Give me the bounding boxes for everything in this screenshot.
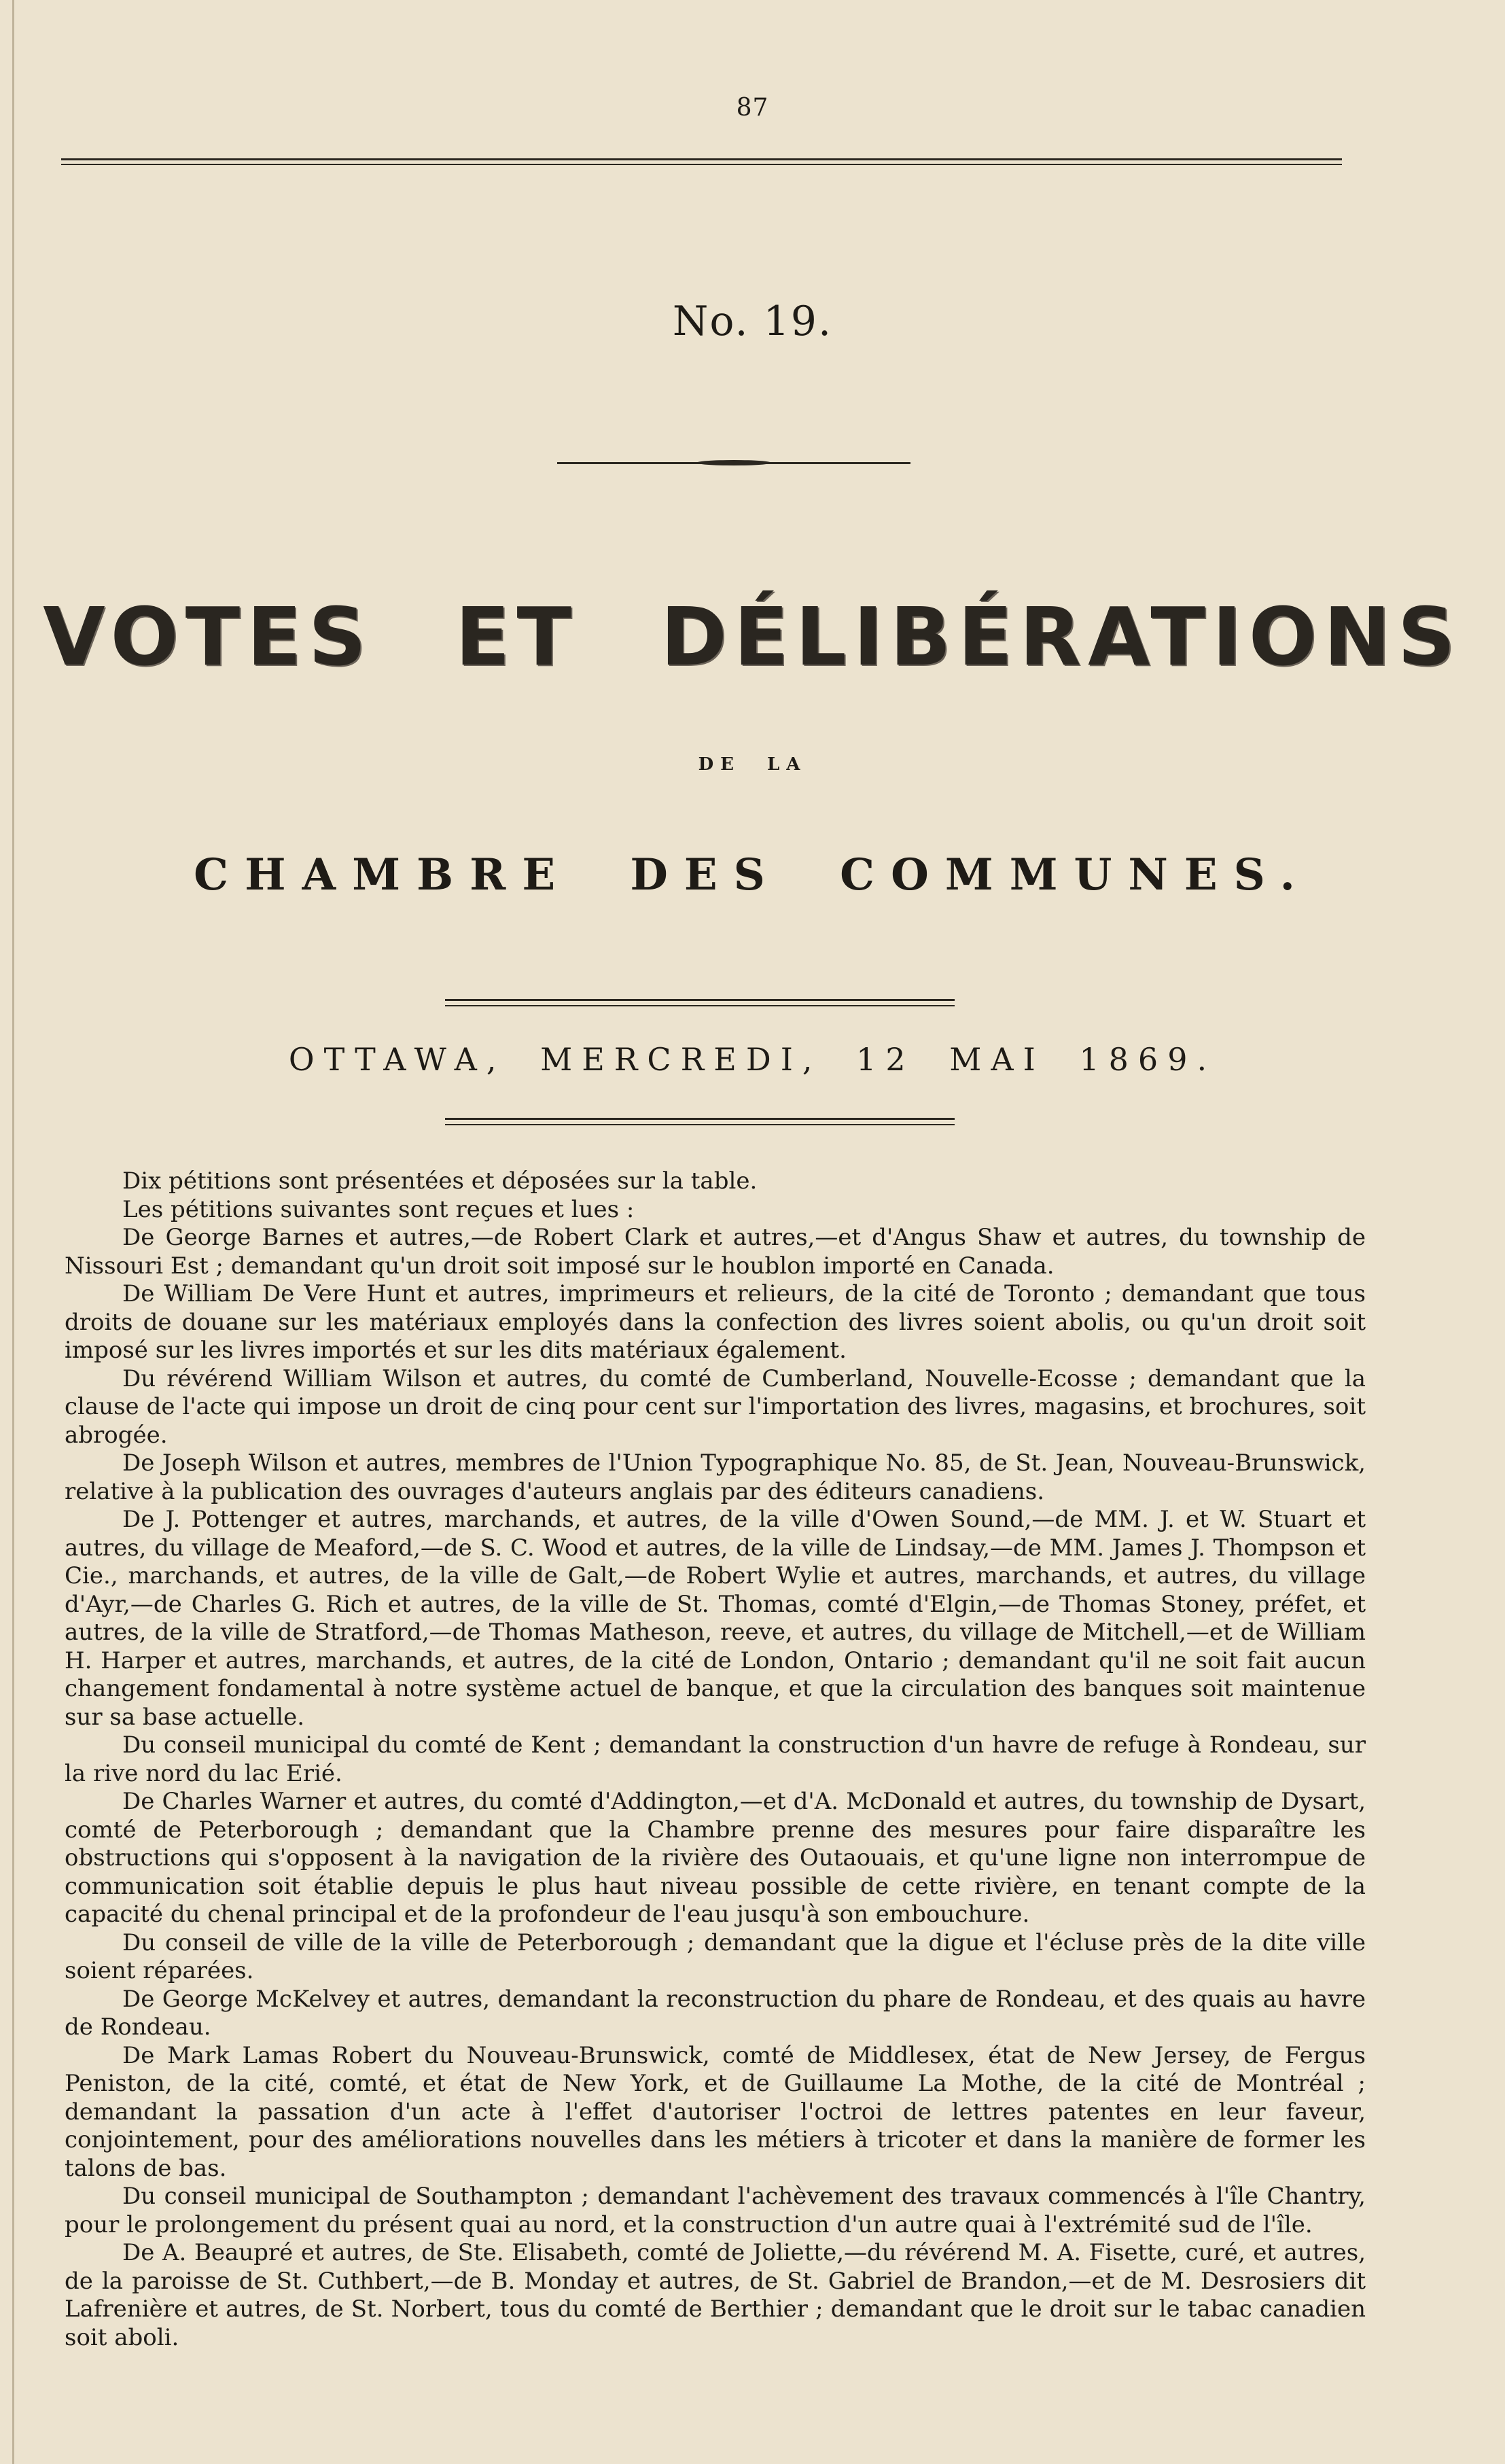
double-rule-upper xyxy=(445,999,955,1006)
paragraph: De William De Vere Hunt et autres, imprimeurs et relieurs, de la cité de Toronto ; demandant que tous droits de douane sur les matériaux employés dans la confection des livres soient abolis, ou qu'un droit soit imposé sur les livres importés et sur les dits matériaux également. xyxy=(65,1280,1366,1364)
paragraph: Du conseil municipal de Southampton ; demandant l'achèvement des travaux commencés à l'île Chantry, pour le prolongement du présent quai au nord, et la construction d'un autre quai à l'extrémité sud de l'île. xyxy=(65,2183,1366,2238)
document-number: No. 19. xyxy=(672,298,833,345)
paragraph: Du révérend William Wilson et autres, du comté de Cumberland, Nouvelle-Ecosse ; demandant que la clause de l'acte qui impose un droit de cinq pour cent sur l'importation des livres, magasins, et brochures, soit abrogée. xyxy=(65,1365,1366,1449)
paragraph: De Joseph Wilson et autres, membres de l'Union Typographique No. 85, de St. Jean, Nouveau-Brunswick, relative à la publication des ouvrages d'auteurs anglais par des éditeurs canadiens. xyxy=(65,1449,1366,1505)
page-binding-edge xyxy=(12,0,14,2464)
paragraph: Les pétitions suivantes sont reçues et lues : xyxy=(122,1195,635,1223)
ornamental-rule xyxy=(557,462,910,464)
paragraph: De Mark Lamas Robert du Nouveau-Brunswick, comté de Middlesex, état de New Jersey, de Fergus Peniston, de la cité, comté, et état de New York, et de Guillaume La Mothe, de la cité de Montréal ; demandant la passation d'un acte à l'effet d'autoriser l'octroi de lettres patentes en leur faveur, conjointement, pour des améliorations nouvelles dans les métiers à tricoter et dans la manière de former les talons de bas. xyxy=(65,2041,1366,2182)
chamber-title: CHAMBRE DES COMMUNES. xyxy=(194,849,1311,900)
paragraph: De George Barnes et autres,—de Robert Clark et autres,—et d'Angus Shaw et autres, du township de Nissouri Est ; demandant qu'un droit soit imposé sur le houblon importé en Canada. xyxy=(65,1224,1366,1280)
subtitle: DE LA xyxy=(698,754,807,775)
page-number: 87 xyxy=(736,94,769,122)
paragraph: De George McKelvey et autres, demandant la reconstruction du phare de Rondeau, et des quais au havre de Rondeau. xyxy=(65,1985,1366,2041)
main-title: VOTES ET DÉLIBÉRATIONS xyxy=(43,590,1462,684)
paragraph: Du conseil de ville de la ville de Peterborough ; demandant que la digue et l'écluse près de la dite ville soient réparées. xyxy=(65,1929,1366,1984)
paragraph: Dix pétitions sont présentées et déposées sur la table. xyxy=(122,1167,758,1195)
paragraph: Du conseil municipal du comté de Kent ; demandant la construction d'un havre de refuge à Rondeau, sur la rive nord du lac Erié. xyxy=(65,1731,1366,1787)
double-rule-lower xyxy=(445,1118,955,1125)
paragraph: De J. Pottenger et autres, marchands, et autres, de la ville d'Owen Sound,—de MM. J. et W. Stuart et autres, du village de Meaford,—de S. C. Wood et autres, de la ville de Lindsay,—de MM. James J. Thompson et Cie., marchands, et autres, de la ville de Galt,—de Robert Wylie et autres, marchands, et autres, du village d'Ayr,—de Charles G. Rich et autres, de la ville de St. Thomas, comté d'Elgin,—de Thomas Stoney, préfet, et autres, de la ville de Stratford,—de Thomas Matheson, reeve, et autres, du village de Mitchell,—et de William H. Harper et autres, marchands, et autres, de la cité de London, Ontario ; demandant qu'il ne soit fait aucun changement fondamental à notre système actuel de banque, et que la circulation des banques soit maintenue sur sa base actuelle. xyxy=(65,1506,1366,1731)
header-rule xyxy=(61,158,1342,165)
date-line: OTTAWA, MERCREDI, 12 MAI 1869. xyxy=(288,1041,1217,1078)
paragraph: De Charles Warner et autres, du comté d'Addington,—et d'A. McDonald et autres, du township de Dysart, comté de Peterborough ; demandant que la Chambre prenne des mesures pour faire disparaître les obstructions qui s'opposent à la navigation de la rivière des Outaouais, et qu'une ligne non interrompue de communication soit établie depuis le plus haut niveau possible de cette rivière, en tenant compte de la capacité du chenal principal et de la profondeur de l'eau jusqu'à son embouchure. xyxy=(65,1788,1366,1928)
body-text xyxy=(65,1167,1366,2352)
paragraph: De A. Beaupré et autres, de Ste. Elisabeth, comté de Joliette,—du révérend M. A. Fisette, curé, et autres, de la paroisse de St. Cuthbert,—de B. Monday et autres, de St. Gabriel de Brandon,—et de M. Desrosiers dit Lafrenière et autres, de St. Norbert, tous du comté de Berthier ; demandant que le droit sur le tabac canadien soit aboli. xyxy=(65,2239,1366,2351)
